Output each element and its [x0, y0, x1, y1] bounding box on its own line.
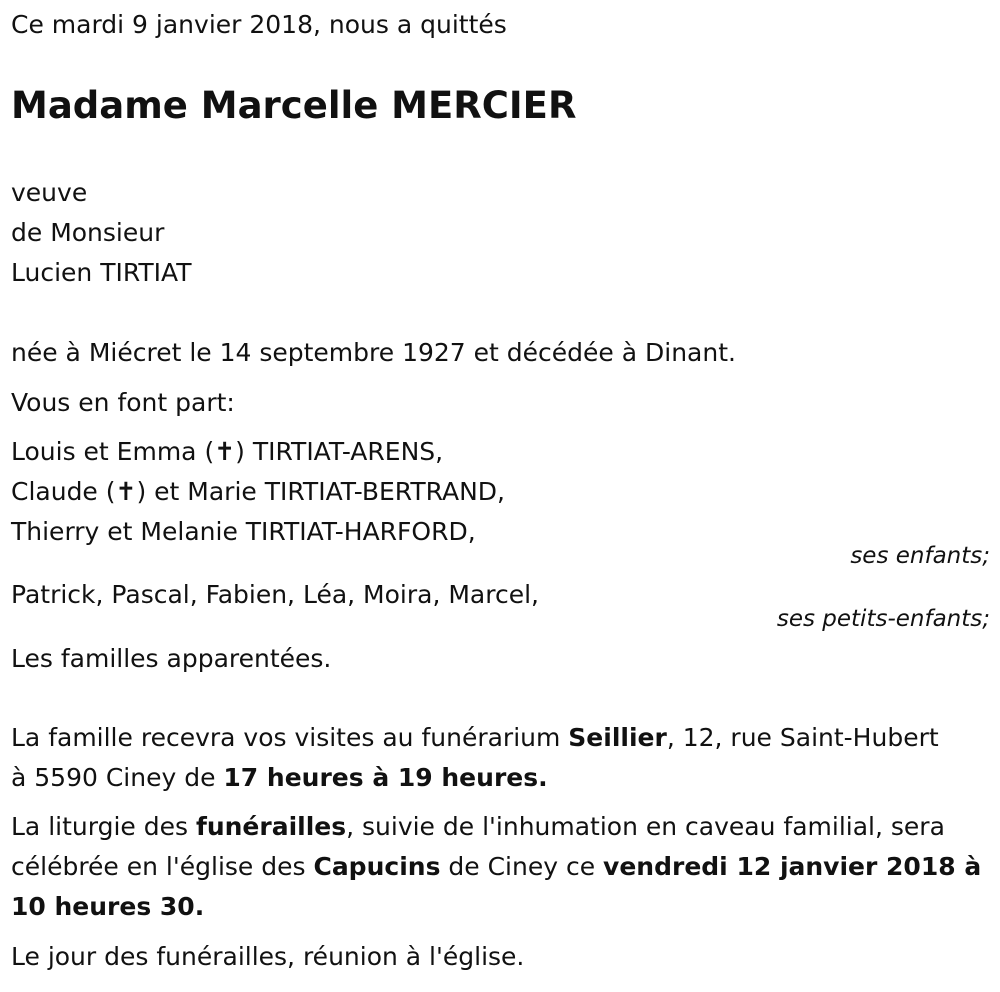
children-role: ses enfants;	[850, 543, 990, 569]
liturgy-text-3: célébrée en l'église des	[11, 852, 314, 881]
final-text: Le jour des funérailles, réunion à l'église.	[11, 942, 525, 971]
grandchildren-line: Patrick, Pascal, Fabien, Léa, Moira, Marcel,	[11, 580, 539, 609]
visits-city: à 5590 Ciney de	[11, 763, 224, 792]
child-line-3: Thierry et Melanie TIRTIAT-HARFORD,	[11, 517, 476, 546]
church-name: Capucins	[313, 852, 441, 881]
visits-text-1: La famille recevra vos visites au funérarium	[11, 723, 569, 752]
liturgy-line-2	[11, 852, 981, 882]
funerals-word: funérailles	[195, 812, 347, 841]
visits-line-2	[11, 763, 548, 793]
widow-line-3: Lucien TIRTIAT	[11, 258, 192, 287]
child-line-1: Louis et Emma (✝) TIRTIAT-ARENS,	[11, 437, 444, 466]
liturgy-line-1	[11, 812, 945, 842]
families-text: Les familles apparentées.	[11, 644, 332, 673]
liturgy-text-4: de Ciney ce	[440, 852, 604, 881]
funeral-date: vendredi 12 janvier 2018 à	[603, 852, 982, 881]
visits-line-1	[11, 723, 939, 753]
liturgy-text-2: , suivie de l'inhumation en caveau familial, sera	[346, 812, 945, 841]
child-line-2: Claude (✝) et Marie TIRTIAT-BERTRAND,	[11, 477, 505, 506]
grandchildren-role: ses petits-enfants;	[776, 606, 990, 632]
birth-death-text: née à Miécret le 14 septembre 1927 et décédée à Dinant.	[11, 338, 736, 367]
deceased-name: Madame Marcelle MERCIER	[11, 84, 577, 127]
funeral-time: 10 heures 30.	[11, 892, 205, 921]
visits-hours: 17 heures à 19 heures.	[223, 763, 548, 792]
intro-text: Ce mardi 9 janvier 2018, nous a quittés	[11, 10, 507, 39]
visits-address: , 12, rue Saint-Hubert	[666, 723, 939, 752]
funerarium-name: Seillier	[568, 723, 667, 752]
announce-text: Vous en font part:	[11, 388, 235, 417]
widow-line-2: de Monsieur	[11, 218, 165, 247]
liturgy-text-1: La liturgie des	[11, 812, 196, 841]
liturgy-line-3	[11, 892, 204, 922]
widow-line-1: veuve	[11, 178, 88, 207]
